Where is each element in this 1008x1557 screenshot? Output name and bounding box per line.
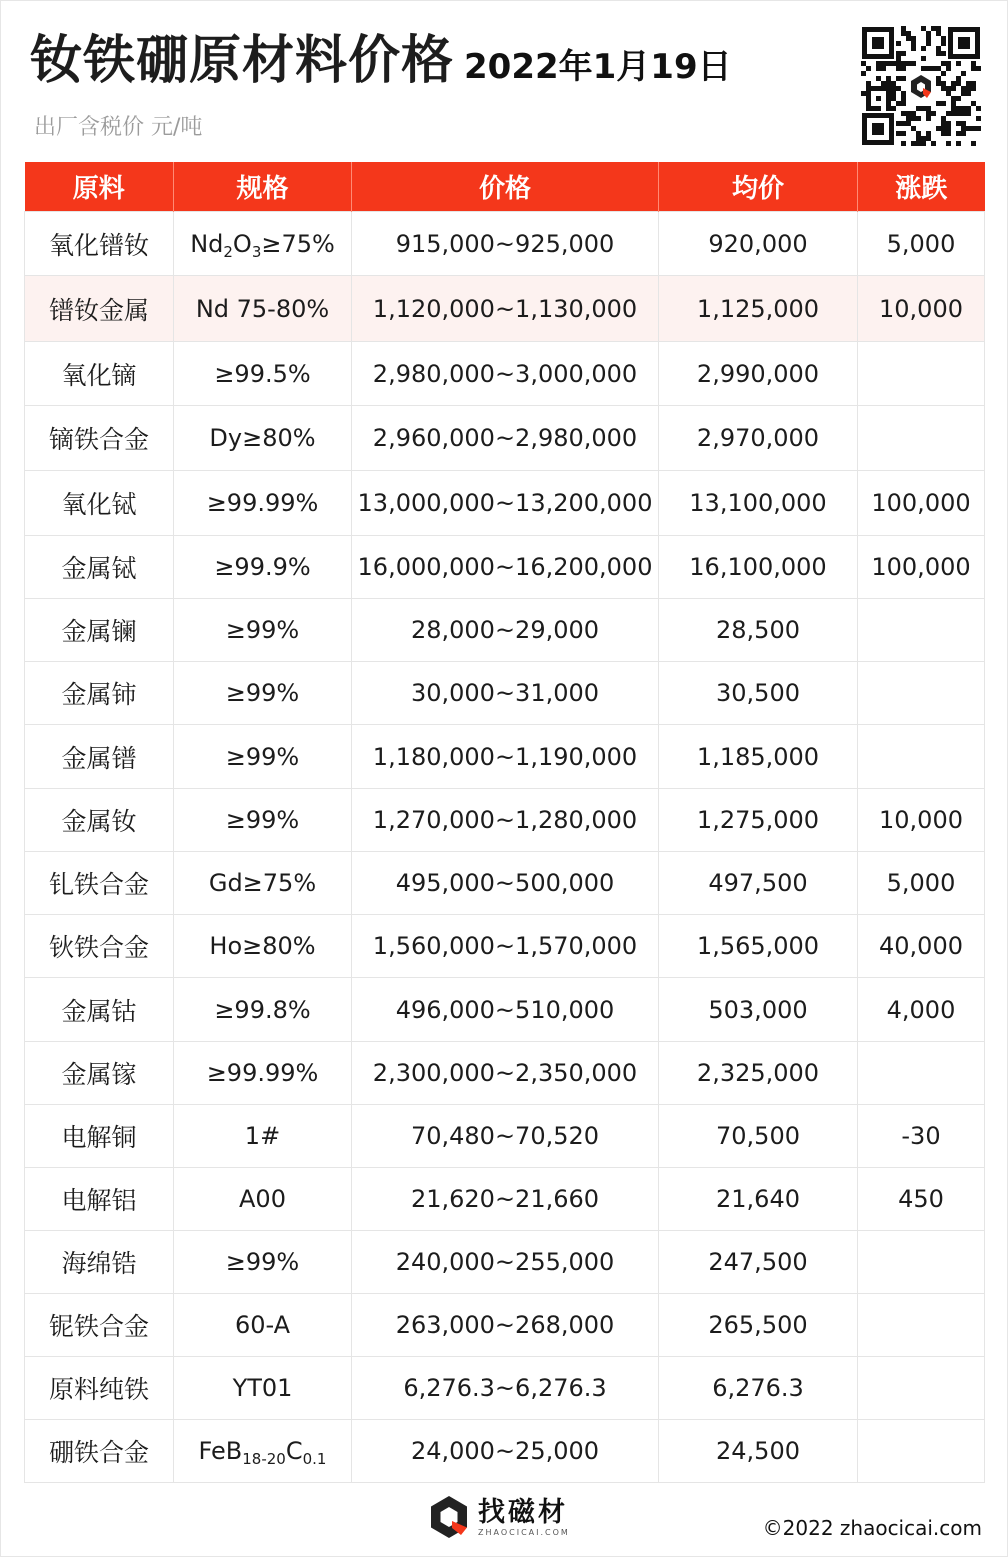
table-row bbox=[25, 978, 985, 1042]
material-spec: ≥99.5% bbox=[174, 342, 352, 406]
price-change bbox=[858, 1420, 985, 1483]
material-name: 金属钕 bbox=[25, 789, 174, 852]
material-spec: Nd 75-80% bbox=[174, 276, 352, 342]
table-header-row bbox=[25, 162, 985, 212]
price-change: 4,000 bbox=[858, 978, 985, 1042]
footer-brand bbox=[428, 1494, 570, 1540]
price-range: 263,000~268,000 bbox=[352, 1294, 659, 1357]
material-spec: A00 bbox=[174, 1168, 352, 1231]
price-range: 28,000~29,000 bbox=[352, 599, 659, 662]
table-row bbox=[25, 1357, 985, 1420]
column-header-material: 原料 bbox=[25, 162, 174, 212]
table-row bbox=[25, 406, 985, 471]
price-change bbox=[858, 406, 985, 471]
column-header-spec: 规格 bbox=[174, 162, 352, 212]
material-name: 氧化镝 bbox=[25, 342, 174, 406]
table-row bbox=[25, 1420, 985, 1483]
material-name: 金属铽 bbox=[25, 536, 174, 599]
report-date: 2022年1月19日 bbox=[464, 47, 732, 87]
price-range: 2,960,000~2,980,000 bbox=[352, 406, 659, 471]
material-name: 硼铁合金 bbox=[25, 1420, 174, 1483]
price-range: 24,000~25,000 bbox=[352, 1420, 659, 1483]
material-spec: 60-A bbox=[174, 1294, 352, 1357]
price-change bbox=[858, 1042, 985, 1105]
table-row bbox=[25, 725, 985, 789]
table-row bbox=[25, 1231, 985, 1294]
average-price: 247,500 bbox=[659, 1231, 858, 1294]
price-range: 21,620~21,660 bbox=[352, 1168, 659, 1231]
price-range: 1,270,000~1,280,000 bbox=[352, 789, 659, 852]
material-spec: Ho≥80% bbox=[174, 915, 352, 978]
average-price: 2,970,000 bbox=[659, 406, 858, 471]
average-price: 920,000 bbox=[659, 212, 858, 276]
average-price: 21,640 bbox=[659, 1168, 858, 1231]
price-range: 30,000~31,000 bbox=[352, 662, 659, 725]
material-name: 电解铝 bbox=[25, 1168, 174, 1231]
price-range: 495,000~500,000 bbox=[352, 852, 659, 915]
material-spec: ≥99.8% bbox=[174, 978, 352, 1042]
table-row bbox=[25, 789, 985, 852]
table-row bbox=[25, 1168, 985, 1231]
price-change: 450 bbox=[858, 1168, 985, 1231]
material-spec: ≥99.99% bbox=[174, 471, 352, 536]
column-header-average: 均价 bbox=[659, 162, 858, 212]
material-spec: ≥99% bbox=[174, 662, 352, 725]
average-price: 13,100,000 bbox=[659, 471, 858, 536]
price-change bbox=[858, 725, 985, 789]
material-spec bbox=[174, 1420, 352, 1483]
copyright-text: ©2022 zhaocicai.com bbox=[762, 1516, 982, 1540]
material-spec: ≥99.99% bbox=[174, 1042, 352, 1105]
material-spec: ≥99.9% bbox=[174, 536, 352, 599]
price-change bbox=[858, 1357, 985, 1420]
average-price: 1,275,000 bbox=[659, 789, 858, 852]
price-range: 1,560,000~1,570,000 bbox=[352, 915, 659, 978]
price-change bbox=[858, 1231, 985, 1294]
spec-part: 0.1 bbox=[302, 1450, 327, 1468]
brand-name: 找磁材 bbox=[478, 1496, 568, 1528]
zhaocicai-logo-icon bbox=[428, 1494, 470, 1540]
price-range: 2,980,000~3,000,000 bbox=[352, 342, 659, 406]
price-change: -30 bbox=[858, 1105, 985, 1168]
material-spec bbox=[174, 212, 352, 276]
price-range: 16,000,000~16,200,000 bbox=[352, 536, 659, 599]
average-price: 30,500 bbox=[659, 662, 858, 725]
material-spec: ≥99% bbox=[174, 1231, 352, 1294]
material-spec: YT01 bbox=[174, 1357, 352, 1420]
average-price: 1,185,000 bbox=[659, 725, 858, 789]
price-range: 1,180,000~1,190,000 bbox=[352, 725, 659, 789]
price-change: 10,000 bbox=[858, 276, 985, 342]
column-header-change: 涨跌 bbox=[858, 162, 985, 212]
spec-part: 2 bbox=[223, 242, 233, 261]
column-header-price: 价格 bbox=[352, 162, 659, 212]
material-spec: 1# bbox=[174, 1105, 352, 1168]
average-price: 2,990,000 bbox=[659, 342, 858, 406]
material-name: 电解铜 bbox=[25, 1105, 174, 1168]
material-name: 海绵锆 bbox=[25, 1231, 174, 1294]
average-price: 70,500 bbox=[659, 1105, 858, 1168]
table-row bbox=[25, 1105, 985, 1168]
page-header bbox=[30, 18, 732, 93]
material-spec: ≥99% bbox=[174, 725, 352, 789]
price-range: 496,000~510,000 bbox=[352, 978, 659, 1042]
table-row bbox=[25, 536, 985, 599]
table-row bbox=[25, 1294, 985, 1357]
price-change bbox=[858, 662, 985, 725]
table-row bbox=[25, 471, 985, 536]
average-price: 497,500 bbox=[659, 852, 858, 915]
spec-part: ≥75% bbox=[261, 229, 335, 258]
average-price: 2,325,000 bbox=[659, 1042, 858, 1105]
material-name: 金属铈 bbox=[25, 662, 174, 725]
material-name: 氧化镨钕 bbox=[25, 212, 174, 276]
material-name: 原料纯铁 bbox=[25, 1357, 174, 1420]
material-name: 氧化铽 bbox=[25, 471, 174, 536]
spec-part: 18-20 bbox=[242, 1450, 286, 1468]
material-name: 金属镨 bbox=[25, 725, 174, 789]
price-change bbox=[858, 342, 985, 406]
average-price: 24,500 bbox=[659, 1420, 858, 1483]
table-row bbox=[25, 1042, 985, 1105]
material-name: 铌铁合金 bbox=[25, 1294, 174, 1357]
table-row bbox=[25, 915, 985, 978]
price-change: 10,000 bbox=[858, 789, 985, 852]
table-row bbox=[25, 212, 985, 276]
material-name: 金属镧 bbox=[25, 599, 174, 662]
spec-part: Nd bbox=[190, 229, 224, 258]
average-price: 1,565,000 bbox=[659, 915, 858, 978]
material-name: 金属钴 bbox=[25, 978, 174, 1042]
average-price: 1,125,000 bbox=[659, 276, 858, 342]
material-spec: ≥99% bbox=[174, 599, 352, 662]
average-price: 16,100,000 bbox=[659, 536, 858, 599]
material-spec: ≥99% bbox=[174, 789, 352, 852]
price-change: 100,000 bbox=[858, 471, 985, 536]
table-row bbox=[25, 599, 985, 662]
price-change: 40,000 bbox=[858, 915, 985, 978]
material-name: 镝铁合金 bbox=[25, 406, 174, 471]
price-change: 5,000 bbox=[858, 852, 985, 915]
average-price: 6,276.3 bbox=[659, 1357, 858, 1420]
price-range: 240,000~255,000 bbox=[352, 1231, 659, 1294]
material-name: 镨钕金属 bbox=[25, 276, 174, 342]
material-spec: Gd≥75% bbox=[174, 852, 352, 915]
price-table bbox=[24, 162, 985, 1483]
price-change bbox=[858, 599, 985, 662]
spec-part: C bbox=[285, 1437, 303, 1465]
material-spec: Dy≥80% bbox=[174, 406, 352, 471]
price-unit-note: 出厂含税价 元/吨 bbox=[34, 115, 203, 140]
table-row bbox=[25, 276, 985, 342]
price-range: 915,000~925,000 bbox=[352, 212, 659, 276]
material-name: 钬铁合金 bbox=[25, 915, 174, 978]
material-name: 钆铁合金 bbox=[25, 852, 174, 915]
price-change bbox=[858, 1294, 985, 1357]
qr-code-icon bbox=[861, 26, 981, 146]
page-title: 钕铁硼原材料价格 bbox=[30, 31, 455, 91]
price-range: 2,300,000~2,350,000 bbox=[352, 1042, 659, 1105]
table-row bbox=[25, 852, 985, 915]
spec-part: 3 bbox=[251, 242, 262, 261]
average-price: 28,500 bbox=[659, 599, 858, 662]
price-range: 70,480~70,520 bbox=[352, 1105, 659, 1168]
average-price: 265,500 bbox=[659, 1294, 858, 1357]
price-range: 6,276.3~6,276.3 bbox=[352, 1357, 659, 1420]
material-name: 金属镓 bbox=[25, 1042, 174, 1105]
spec-part: FeB bbox=[198, 1437, 243, 1465]
price-change: 5,000 bbox=[858, 212, 985, 276]
average-price: 503,000 bbox=[659, 978, 858, 1042]
price-range: 13,000,000~13,200,000 bbox=[352, 471, 659, 536]
table-row bbox=[25, 662, 985, 725]
price-range: 1,120,000~1,130,000 bbox=[352, 276, 659, 342]
brand-domain-small: ZHAOCICAI.COM bbox=[478, 1527, 570, 1537]
price-change: 100,000 bbox=[858, 536, 985, 599]
spec-part: O bbox=[232, 229, 252, 258]
table-row bbox=[25, 342, 985, 406]
